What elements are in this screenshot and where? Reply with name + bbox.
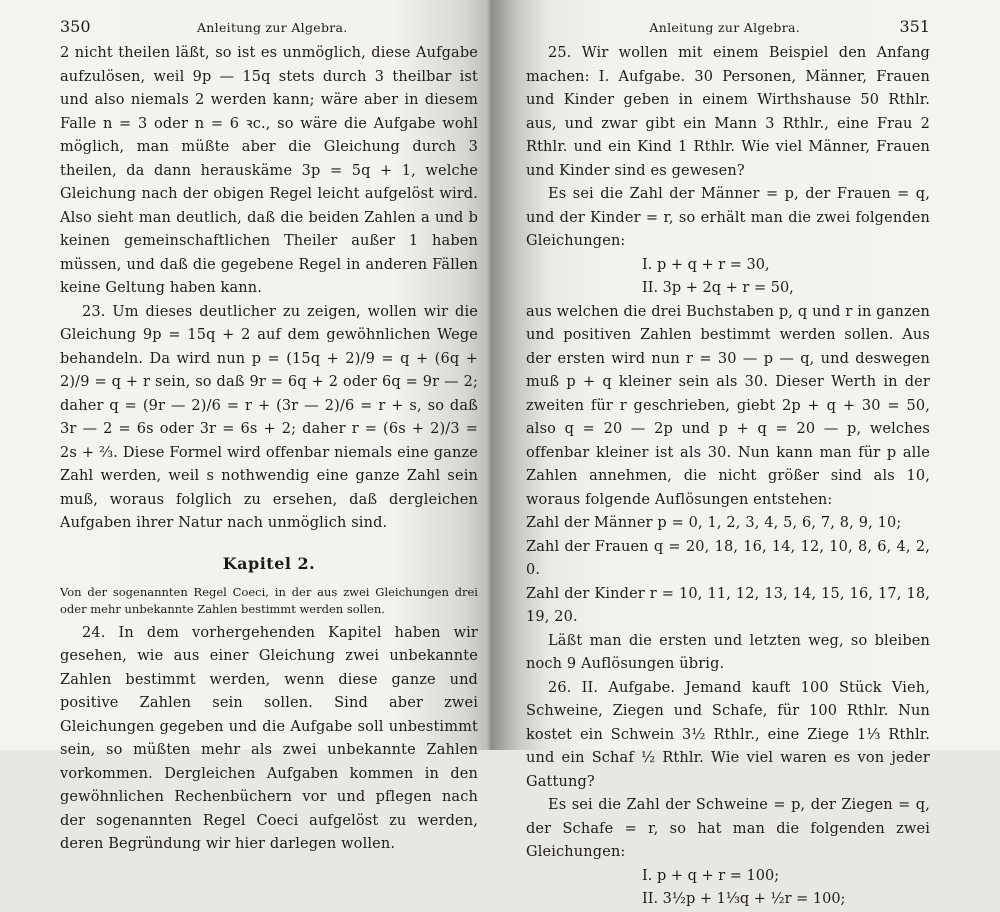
chapter-subtitle: Von der sogenannten Regel Coeci, in der aus zwei Gleichungen drei oder mehr unbekannte Zahlen bestimmt werden sollen. — [60, 584, 478, 616]
paragraph-solution: aus welchen die drei Buchstaben p, q und r in ganzen und positiven Zahlen bestimmt werden sollen. Aus der ersten wird nun r = 30 — p — q, und deswegen muß p + q kleiner sein als 30. Dieser Werth in der zweiten für r geschrieben, giebt 2p + q + 30 = 50, also q = 20 — 2p und p + q = 20 — p, welches offenbar kleiner ist als 30. Nun kann man für p alle Zahlen annehmen, die nicht größer sind als 10, woraus folgende Auflösungen entstehen: — [526, 303, 930, 508]
paragraph-25: 25. Wir wollen mit einem Beispiel den Anfang machen: I. Aufgabe. 30 Personen, Männer, Frauen und Kinder geben in einem Wirthshause 50 Rthlr. aus, und zwar gibt ein Mann 3 Rthlr., eine Frau 2 Rthlr. und ein Kind 1 Rthlr. Wie viel Männer, Frauen und Kinder sind es gewesen? — [526, 45, 930, 179]
page-number-left: 350 — [60, 17, 91, 36]
paragraph-23: 23. Um dieses deutlicher zu zeigen, wollen wir die Gleichung 9p = 15q + 2 auf dem gewöhnlichen Wege behandeln. Da wird nun p = (15q + 2)/9 = q + (6q + 2)/9 = q + r sein, so daß 9r = 6q + 2 oder 6q = 9r — 2; daher q = (9r — 2)/6 = r + (3r — 2)/6 = r + s, so daß 3r — 2 = 6s oder 3r = 6s + 2; daher r = (6s + 2)/3 = 2s + ⅔. Diese Formel wird offenbar niemals eine ganze Zahl werden, weil s nothwendig eine ganze Zahl sein muß, woraus folglich zu ersehen, daß dergleichen Aufgaben ihrer Natur nach unmöglich sind. — [60, 303, 478, 531]
paragraph-setup-2: Es sei die Zahl der Schweine = p, der Ziegen = q, der Schafe = r, so hat man die folgenden zwei Gleichungen: — [526, 797, 930, 860]
running-title-right: Anleitung zur Algebra. — [649, 20, 801, 35]
running-head-left — [60, 12, 478, 42]
equation-1-ii: II. 3p + 2q + r = 50, — [642, 280, 794, 296]
chapter-title: Kapitel 2. — [222, 553, 316, 573]
right-page — [492, 0, 1000, 907]
paragraph-24: 24. In dem vorhergehenden Kapitel haben wir gesehen, wie aus einer Gleichung zwei unbekannte Zahlen bestimmt werden, wenn diese ganze und positive Zahlen sein sollen. Sind aber zwei Gleichungen gegeben und die Aufgabe soll unbestimmt sein, so müßten mehr als zwei unbekannte Zahlen vorkommen. Dergleichen Aufgaben kommen in den gewöhnlichen Rechenbüchern vor und pflegen nach der sogenannten Regel Coeci aufgelöst zu werden, deren Begründung wir hier darlegen wollen. — [60, 624, 478, 852]
paragraph-setup: Es sei die Zahl der Männer = p, der Frauen = q, und der Kinder = r, so erhält man die zwei folgenden Gleichungen: — [526, 186, 930, 249]
left-page — [0, 0, 492, 852]
solution-line-men: Zahl der Männer p = 0, 1, 2, 3, 4, 5, 6, 7, 8, 9, 10; — [526, 515, 902, 531]
equation-1-i: I. p + q + r = 30, — [642, 256, 770, 273]
paragraph-continuation: 2 nicht theilen läßt, so ist es unmöglich, diese Aufgabe aufzulösen, weil 9p — 15q stets durch 3 theilbar ist und also niemals 2 werden kann; wäre aber in diesem Falle n = 3 oder n = 6 ꝛc., so wäre die Aufgabe wohl möglich, man müßte aber die Gleichung durch 3 theilen, da dann herauskäme 3p = 5q + 1, welche Gleichung nach der obigen Regel leicht aufgelöst wird. Also sieht man deutlich, daß die beiden Zahlen a und b keinen gemeinschaftlichen Theiler außer 1 haben müssen, und daß die gegebene Regel in anderen Fällen keine Geltung haben kann. — [60, 45, 478, 296]
solution-line-children: Zahl der Kinder r = 10, 11, 12, 13, 14, 15, 16, 17, 18, 19, 20. — [526, 585, 930, 625]
paragraph-26: 26. II. Aufgabe. Jemand kauft 100 Stück Vieh, Schweine, Ziegen und Schafe, für 100 Rthlr. Nun kostet ein Schwein 3½ Rthlr., eine Ziege 1⅓ Rthlr. und ein Schaf ½ Rthlr. Wie viel waren es von jeder Gattung? — [526, 679, 930, 790]
running-title-left: Anleitung zur Algebra. — [196, 20, 348, 35]
running-head-right — [526, 12, 930, 42]
page-number-right: 351 — [899, 17, 930, 36]
solution-line-women: Zahl der Frauen q = 20, 18, 16, 14, 12, 10, 8, 6, 4, 2, 0. — [526, 538, 930, 578]
equation-2-i: I. p + q + r = 100; — [642, 867, 780, 884]
equation-2-ii: II. 3½p + 1⅓q + ½r = 100; — [642, 891, 846, 907]
paragraph-rest: Läßt man die ersten und letzten weg, so bleiben noch 9 Auflösungen übrig. — [526, 632, 930, 672]
